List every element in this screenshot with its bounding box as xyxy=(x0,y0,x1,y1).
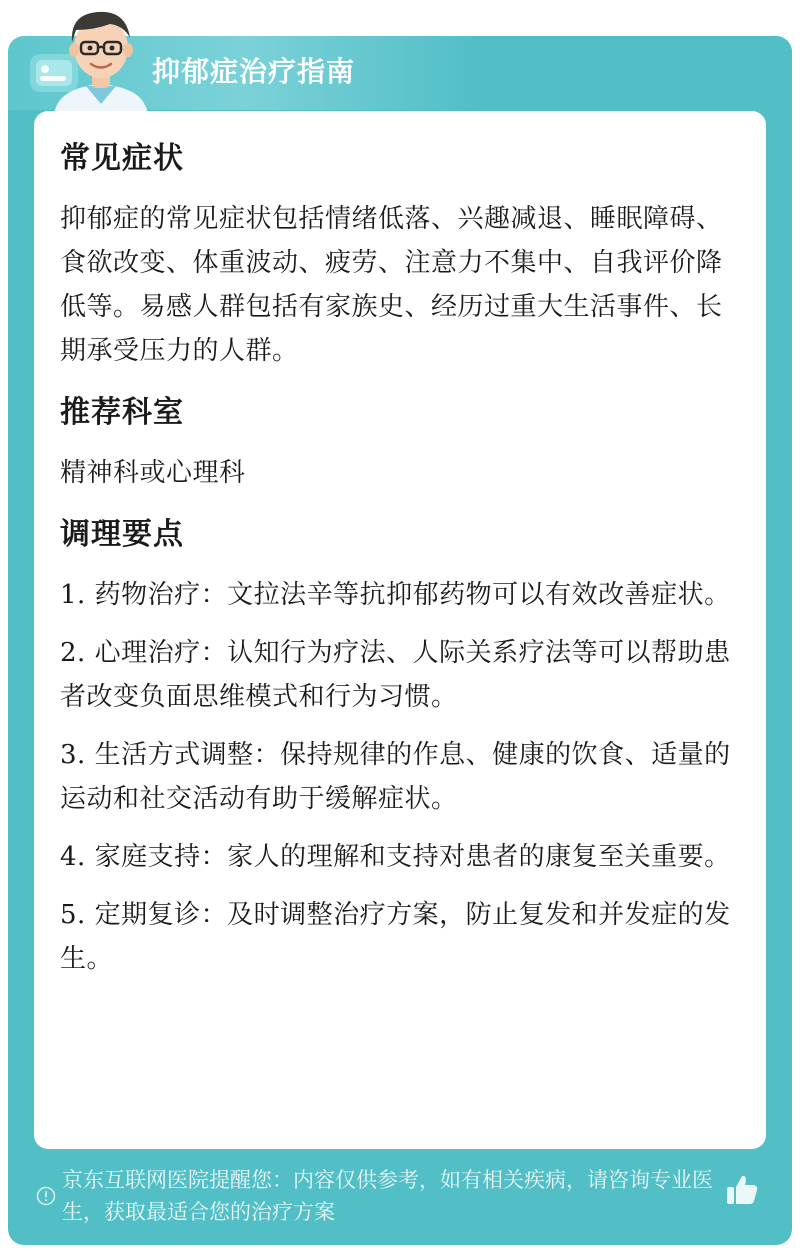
care-item xyxy=(60,733,732,821)
care-item-text: 家庭支持：家人的理解和支持对患者的康复至关重要。 xyxy=(94,842,731,872)
symptoms-text: 抑郁症的常见症状包括情绪低落、兴趣减退、睡眠障碍、食欲改变、体重波动、疲劳、注意力不集中、自我评价降低等。易感人群包括有家族史、经历过重大生活事件、长期承受压力的人群。 xyxy=(60,204,723,366)
care-item-text: 心理治疗：认知行为疗法、人际关系疗法等可以帮助患者改变负面思维模式和行为习惯。 xyxy=(60,638,731,712)
page-title: 抑郁症治疗指南 xyxy=(152,55,356,88)
symptoms-heading: 常见症状 xyxy=(60,141,184,176)
department-text: 精神科或心理科 xyxy=(60,458,246,488)
care-item-number: 1. xyxy=(60,580,86,610)
care-item xyxy=(60,631,732,719)
care-item-text: 药物治疗：文拉法辛等抗抑郁药物可以有效改善症状。 xyxy=(94,580,731,610)
care-item-number: 4. xyxy=(60,842,86,872)
card-content xyxy=(60,137,732,995)
department-heading: 推荐科室 xyxy=(60,395,184,430)
care-item-number: 3. xyxy=(60,740,86,770)
care-item-text: 定期复诊：及时调整治疗方案，防止复发和并发症的发生。 xyxy=(60,900,731,974)
doctor-avatar xyxy=(46,4,156,116)
info-icon xyxy=(36,1186,56,1206)
care-item-text: 生活方式调整：保持规律的作息、健康的饮食、适量的运动和社交活动有助于缓解症状。 xyxy=(60,740,731,814)
care-item xyxy=(60,573,732,617)
care-item xyxy=(60,893,732,981)
thumbs-up-icon[interactable] xyxy=(724,1172,760,1208)
care-item-number: 5. xyxy=(60,900,86,930)
content-card xyxy=(34,111,766,1149)
care-heading: 调理要点 xyxy=(60,517,184,552)
disclaimer-text: 京东互联网医院提醒您：内容仅供参考，如有相关疾病，请咨询专业医生，获取最适合您的治疗方案 xyxy=(62,1168,713,1224)
care-item xyxy=(60,835,732,879)
care-item-number: 2. xyxy=(60,638,86,668)
